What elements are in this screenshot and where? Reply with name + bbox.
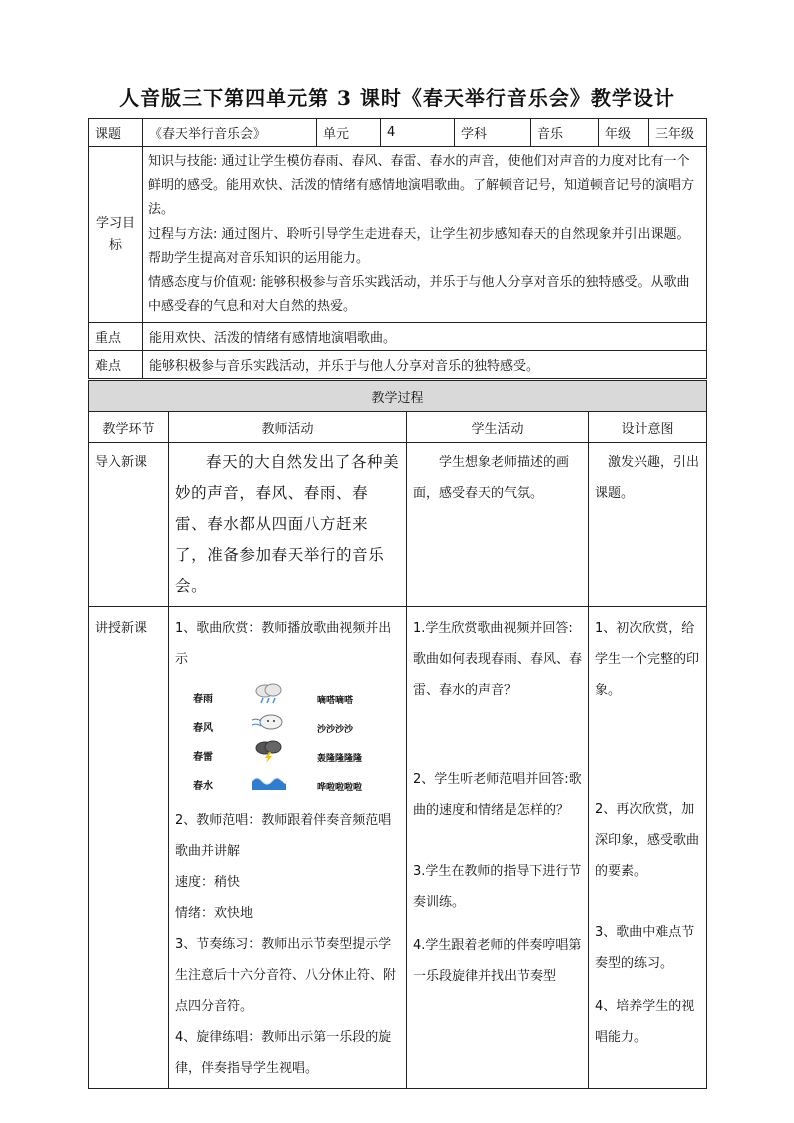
figure-row [189, 681, 389, 707]
student-step-3: 3.学生在教师的指导下进行节奏训练。 [413, 864, 582, 910]
teacher-step-3: 3、节奏练习：教师出示节奏型提示学生注意后十六分音符、八分休止符、附点四分音符。 [175, 937, 397, 1014]
subject-value: 音乐 [531, 119, 599, 147]
col-stage: 教学环节 [89, 412, 169, 443]
figure-sound: 沙沙沙沙 [317, 725, 354, 735]
col-student: 学生活动 [407, 412, 589, 443]
figure-name: 春水 [193, 781, 213, 792]
intro-teacher-text: 春天的大自然发出了各种美妙的声音，春风、春雨、春雷、春水都从四面八方赶来了，准备参加春天举行的音乐会。 [175, 453, 400, 595]
figure-row [189, 768, 389, 794]
teacher-step-4: 4、旋律练唱：教师出示第一乐段的旋律，伴奏指导学生视唱。 [175, 1030, 392, 1076]
objectives-content [143, 147, 707, 323]
figure-row [189, 710, 389, 736]
intro-row [89, 443, 707, 607]
info-table [88, 118, 707, 379]
unit-label: 单元 [317, 119, 381, 147]
intent-step-4: 4、培养学生的视唱能力。 [595, 999, 695, 1045]
intent-step-3: 3、歌曲中难点节奏型的练习。 [595, 925, 695, 971]
lecture-row [89, 607, 707, 1089]
figure-sound: 轰隆隆隆隆 [317, 754, 363, 764]
objective-emotion: 情感态度与价值观: 能够积极参与音乐实践活动，并乐于与他人分享对音乐的独特感受。从歌曲中感受春的气息和对大自然的热爱。 [148, 275, 690, 315]
grade-label: 年级 [599, 119, 649, 147]
intent-step-2: 2、再次欣赏，加深印象，感受歌曲的要素。 [595, 802, 700, 879]
unit-value: 4 [381, 119, 455, 147]
subject-label: 学科 [455, 119, 531, 147]
wind-cloud-icon [251, 710, 287, 734]
figure-name: 春雨 [193, 694, 213, 705]
figure-name: 春风 [193, 723, 213, 734]
objectives-row [89, 147, 707, 323]
objectives-label-text: 学习目标 [95, 215, 135, 253]
teacher-step-1: 1、歌曲欣赏：教师播放歌曲视频并出示 [175, 621, 392, 667]
water-wave-icon [251, 768, 287, 792]
intro-stage: 导入新课 [89, 443, 169, 607]
lecture-student [407, 607, 589, 1089]
lecture-stage: 讲授新课 [89, 607, 169, 1089]
figure-sound: 哗啦啦啦啦 [317, 783, 363, 793]
figure-row [189, 739, 389, 765]
topic-value: 《春天举行音乐会》 [143, 119, 317, 147]
keypoint-row [89, 323, 707, 351]
col-intent: 设计意图 [589, 412, 707, 443]
figure-sound: 嘀嗒嘀嗒 [317, 696, 354, 706]
student-step-4: 4.学生跟着老师的伴奏哼唱第一乐段旋律并找出节奏型 [413, 938, 582, 984]
teacher-step-2-speed: 速度：稍快 [175, 875, 241, 890]
page-title: 人音版三下第四单元第 3 课时《春天举行音乐会》教学设计 [119, 86, 675, 110]
column-header-row [89, 412, 707, 443]
student-step-1: 1.学生欣赏歌曲视频并回答:歌曲如何表现春雨、春风、春雷、春水的声音？ [413, 621, 583, 698]
student-step-2: 2、学生听老师范唱并回答:歌曲的速度和情绪是怎样的？ [413, 772, 582, 818]
song-figure [175, 679, 400, 799]
rain-cloud-icon [251, 681, 287, 705]
objectives-label [89, 147, 143, 323]
intro-intent: 激发兴趣，引出课题。 [589, 443, 707, 607]
difficulty-label: 难点 [89, 351, 143, 379]
intent-step-1: 1、初次欣赏，给学生一个完整的印象。 [595, 621, 700, 698]
teacher-step-2: 2、教师范唱：教师跟着伴奏音频范唱歌曲并讲解 [175, 813, 392, 859]
keypoint-value: 能用欢快、活泼的情绪有感情地演唱歌曲。 [143, 323, 707, 351]
keypoint-label: 重点 [89, 323, 143, 351]
figure-name: 春雷 [193, 752, 213, 763]
grade-value: 三年级 [649, 119, 707, 147]
objective-process: 过程与方法: 通过图片、聆听引导学生走进春天，让学生初步感知春天的自然现象并引出课题。帮助学生提高对音乐知识的运用能力。 [148, 226, 690, 266]
thunder-cloud-icon [251, 739, 287, 763]
difficulty-value: 能够积极参与音乐实践活动，并乐于与他人分享对音乐的独特感受。 [143, 351, 707, 379]
info-row [89, 119, 707, 147]
difficulty-row [89, 351, 707, 379]
intro-student: 学生想象老师描述的画面，感受春天的气氛。 [407, 443, 589, 607]
lecture-teacher [169, 607, 407, 1089]
intro-teacher [169, 443, 407, 607]
process-header: 教学过程 [89, 381, 707, 412]
teacher-step-2-mood: 情绪：欢快地 [175, 906, 254, 921]
topic-label: 课题 [89, 119, 143, 147]
col-teacher: 教师活动 [169, 412, 407, 443]
lecture-intent [589, 607, 707, 1089]
process-table [88, 380, 707, 1089]
objective-knowledge: 知识与技能: 通过让学生模仿春雨、春风、春雷、春水的声音，使他们对声音的力度对比有一个鲜明的感受。能用欢快、活泼的情绪有感情地演唱歌曲。了解顿音记号，知道顿音记号的演唱方法。 [148, 154, 695, 218]
